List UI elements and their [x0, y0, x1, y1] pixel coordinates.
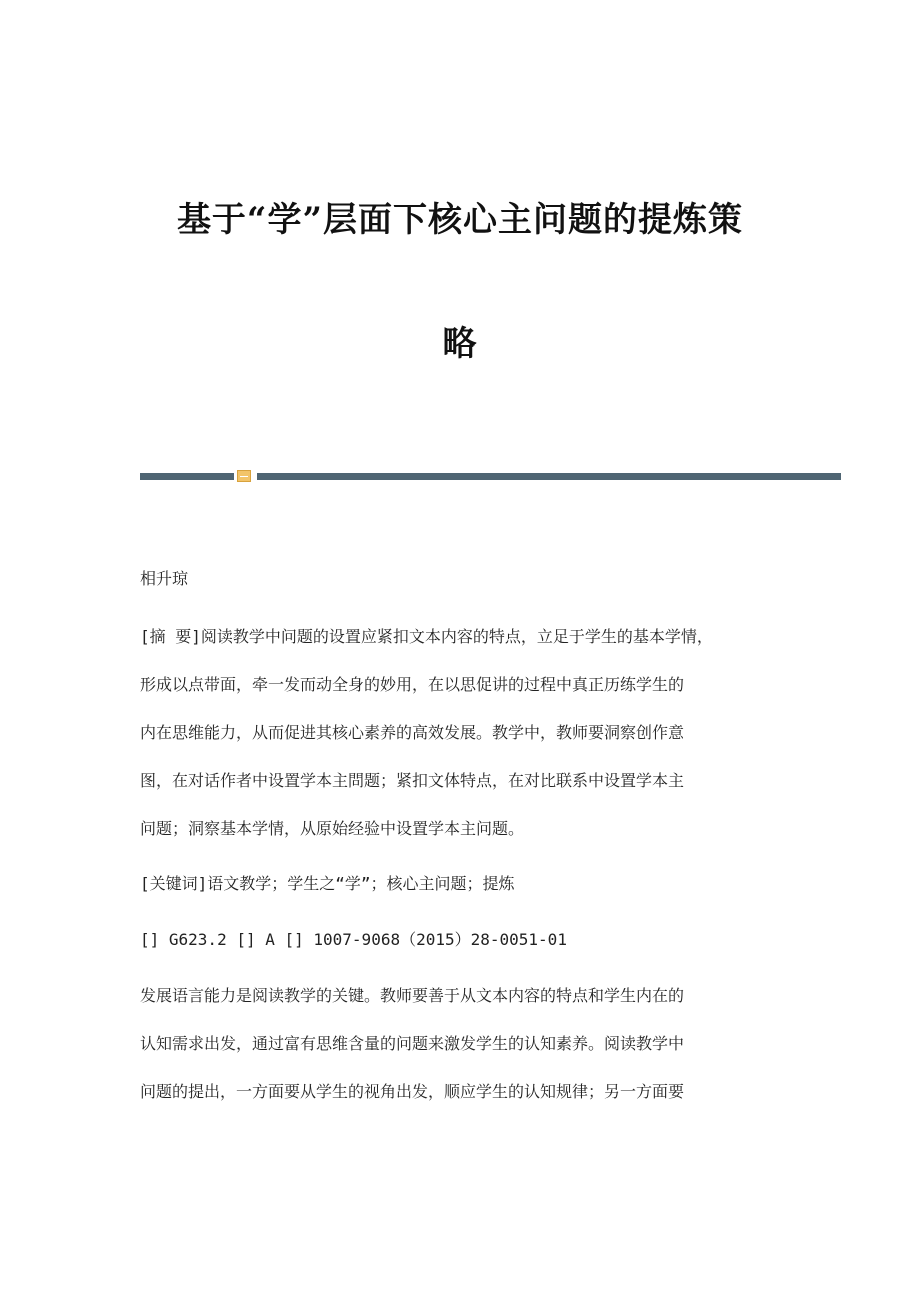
title-divider — [140, 470, 841, 482]
body-paragraph-line: 发展语言能力是阅读教学的关键。教师要善于从文本内容的特点和学生内在的 — [140, 986, 685, 1005]
keywords: [关键词]语文教学；学生之“学”；核心主问题；提炼 — [140, 874, 515, 893]
abstract-line: 问题；洞察基本学情，从原始经验中设置学本主问题。 — [140, 819, 525, 838]
divider-bar-left — [140, 473, 234, 480]
classification-codes: [] G623.2 [] A [] 1007-9068（2015）28-0051-01 — [140, 930, 567, 949]
abstract-line: 图，在对话作者中设置学本主問题；紧扣文体特点，在对比联系中设置学本主 — [140, 771, 685, 790]
body-paragraph-line: 问题的提出，一方面要从学生的视角出发，顺应学生的认知规律；另一方面要 — [140, 1082, 685, 1101]
author-name: 相升琼 — [140, 569, 189, 588]
abstract-line: 内在思维能力，从而促进其核心素养的高效发展。教学中，教师要洞察创作意 — [140, 723, 685, 742]
abstract-line: 形成以点带面，牵一发而动全身的妙用，在以思促讲的过程中真正历练学生的 — [140, 675, 685, 694]
body-paragraph-line: 认知需求出发，通过富有思维含量的问题来激发学生的认知素养。阅读教学中 — [140, 1034, 685, 1053]
document-title-line-1: 基于“学”层面下核心主问题的提炼策 — [176, 200, 744, 240]
divider-ornament-icon — [237, 470, 251, 482]
document-title-line-2: 略 — [442, 324, 478, 364]
divider-bar-right — [257, 473, 841, 480]
abstract-line: [摘 要]阅读教学中问题的设置应紧扣文本内容的特点，立足于学生的基本学情， — [140, 627, 713, 646]
